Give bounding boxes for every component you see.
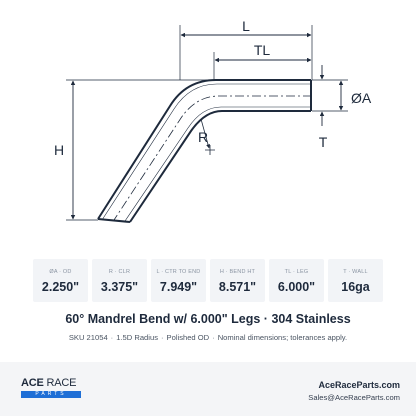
separator: · [212, 333, 215, 342]
radius-spec: 1.5D Radius [116, 333, 158, 342]
spec-label: T · WALL [343, 268, 368, 275]
label-r: R [197, 129, 209, 145]
footer [0, 362, 416, 416]
finish-spec: Polished OD [166, 333, 210, 342]
bend-center-mark [205, 145, 215, 155]
spec-value: 6.000" [277, 279, 316, 294]
spec-label: H · BEND HT [219, 268, 256, 275]
spec-leg [269, 259, 324, 302]
spec-ctr-to-end [151, 259, 206, 302]
logo-race: RACE [46, 377, 77, 389]
spec-value: 2.250" [41, 279, 80, 294]
spec-od [33, 259, 88, 302]
logo-ace: ACE [21, 377, 44, 389]
contact-info [308, 380, 400, 402]
label-h: H [53, 142, 65, 158]
brand-logo [21, 377, 87, 405]
spec-value: 3.375" [100, 279, 139, 294]
tube-outer-wall [98, 80, 311, 219]
spec-value: 8.571" [218, 279, 257, 294]
spec-table [33, 259, 383, 302]
spec-wall [328, 259, 383, 302]
label-t: T [318, 134, 328, 150]
separator: · [161, 333, 164, 342]
separator: · [110, 333, 114, 342]
spec-bend-height [210, 259, 265, 302]
spec-label: R · CLR [108, 268, 131, 275]
label-l: L [242, 18, 250, 34]
spec-value: 7.949" [159, 279, 198, 294]
spec-label: TL · LEG [284, 268, 309, 275]
spec-label: ØA · OD [49, 268, 72, 275]
tube-highlight-2 [125, 107, 311, 221]
spec-label: L · CTR TO END [156, 268, 201, 275]
product-title: 60° Mandrel Bend w/ 6.000" Legs · 304 Stainless [65, 312, 351, 326]
product-details [0, 333, 416, 342]
label-a: ØA [351, 90, 372, 106]
tolerance-note: Nominal dimensions; tolerances apply. [217, 333, 348, 342]
logo-parts-bar: PARTS [21, 391, 81, 398]
spec-value: 16ga [341, 279, 370, 294]
email-link[interactable]: Sales@AceRaceParts.com [308, 393, 400, 402]
sku: SKU 21054 [68, 333, 108, 342]
label-tl: TL [253, 42, 271, 58]
spec-clr [92, 259, 147, 302]
tube-highlight [102, 84, 311, 220]
website-link[interactable]: AceRaceParts.com [318, 380, 400, 390]
